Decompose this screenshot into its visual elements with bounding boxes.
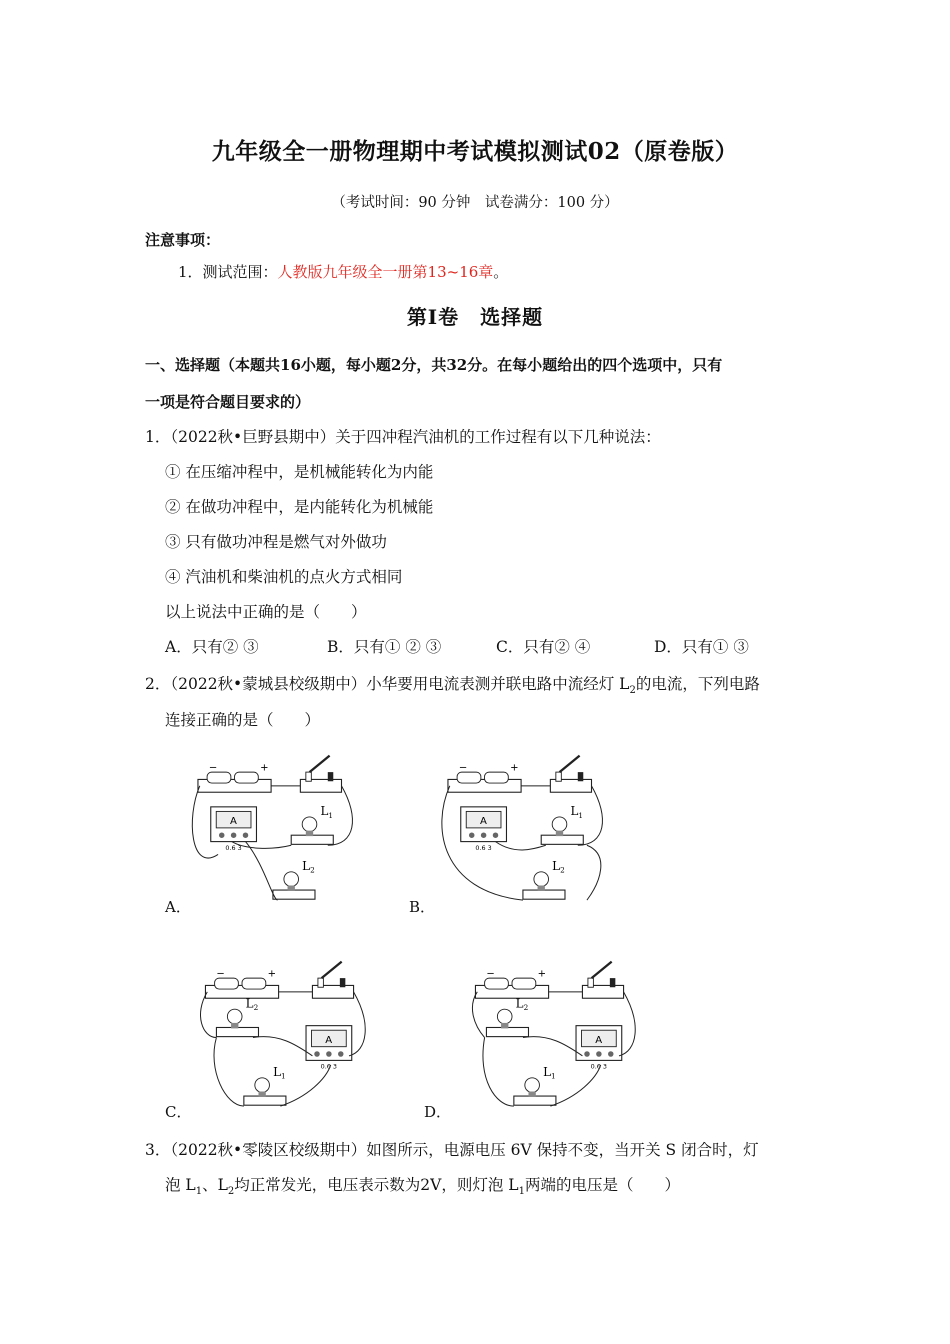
circuit-figure-c[interactable] bbox=[190, 958, 380, 1118]
svg-text:L1: $L_1$ bbox=[273, 1064, 286, 1081]
bulb bbox=[273, 859, 315, 899]
svg-text:−: − bbox=[458, 762, 468, 774]
switch bbox=[300, 756, 341, 793]
q1-statement-1: ① 在压缩冲程中，是机械能转化为内能 bbox=[165, 463, 434, 481]
page-title: 九年级全一册物理期中考试模拟测试02（原卷版） bbox=[211, 138, 739, 165]
svg-text:+: + bbox=[260, 762, 269, 774]
svg-text:−: − bbox=[486, 968, 495, 980]
svg-text:A: A bbox=[479, 816, 487, 828]
q2-stem-line2: 连接正确的是（ ） bbox=[165, 711, 321, 729]
q1-question: 以上说法中正确的是（ ） bbox=[165, 603, 367, 621]
svg-text:L2: $L_2$ bbox=[302, 858, 315, 875]
svg-text:0.6 3: 0.6 3 bbox=[225, 843, 242, 852]
q1-option-b[interactable]: B．只有① ② ③ bbox=[327, 638, 442, 656]
svg-text:0.6 3: 0.6 3 bbox=[590, 1062, 607, 1071]
notice-heading: 注意事项： bbox=[145, 231, 221, 249]
ammeter bbox=[211, 807, 257, 852]
q1-option-c[interactable]: C．只有② ④ bbox=[496, 638, 591, 656]
ammeter bbox=[461, 807, 507, 852]
circuit-diagram bbox=[190, 958, 380, 1118]
q2-label-b: B． bbox=[409, 898, 436, 916]
q1-statement-4: ④ 汽油机和柴油机的点火方式相同 bbox=[165, 568, 403, 586]
section-instructions-line1: 一、选择题（本题共16小题，每小题2分，共32分。在每小题给出的四个选项中，只有 bbox=[145, 356, 723, 374]
svg-text:L1: $L_1$ bbox=[543, 1064, 556, 1081]
ammeter bbox=[306, 1026, 352, 1071]
bulb bbox=[244, 1065, 286, 1105]
bulb bbox=[514, 1065, 556, 1105]
q1-stem: 1．（2022秋•巨野县期中）关于四冲程汽油机的工作过程有以下几种说法： bbox=[145, 428, 661, 446]
svg-text:0.6 3: 0.6 3 bbox=[320, 1062, 337, 1071]
svg-text:L1: $L_1$ bbox=[320, 804, 334, 820]
svg-text:L2: $L_2$ bbox=[552, 858, 565, 875]
notice-item-prefix: 1．测试范围： bbox=[178, 263, 278, 281]
battery bbox=[475, 968, 548, 998]
bulb bbox=[486, 996, 528, 1036]
svg-text:0.6 3: 0.6 3 bbox=[475, 843, 492, 852]
switch bbox=[312, 962, 353, 999]
q3-text-d: 两端的电压是（ ） bbox=[524, 1176, 680, 1194]
q2-label-c: C． bbox=[165, 1103, 192, 1121]
circuit-diagram bbox=[185, 752, 370, 912]
q3-sub-3: 1 bbox=[518, 1186, 525, 1198]
svg-text:−: − bbox=[208, 762, 218, 774]
q1-option-a[interactable]: A．只有② ③ bbox=[165, 638, 259, 656]
section-instructions-line2: 一项是符合题目要求的） bbox=[145, 393, 311, 411]
q2-stem-tail: 的电流，下列电路 bbox=[635, 675, 760, 693]
q3-sub-1: 1 bbox=[195, 1186, 203, 1198]
notice-item-suffix: 。 bbox=[493, 263, 509, 281]
svg-text:L1: $L_1$ bbox=[570, 804, 584, 820]
bulb bbox=[216, 996, 258, 1036]
q2-label-a: A． bbox=[165, 898, 191, 916]
ammeter bbox=[576, 1026, 622, 1071]
circuit-figure-a[interactable] bbox=[185, 752, 370, 912]
battery bbox=[198, 762, 271, 792]
switch bbox=[550, 756, 591, 793]
svg-text:L2: $L_2$ bbox=[515, 996, 529, 1013]
svg-text:+: + bbox=[537, 968, 547, 980]
q1-statement-3: ③ 只有做功冲程是燃气对外做功 bbox=[165, 533, 387, 551]
svg-text:L2: $L_2$ bbox=[245, 996, 259, 1013]
svg-text:−: − bbox=[216, 968, 225, 980]
q3-text-c: 均正常发光，电压表示数为2V，则灯泡 L bbox=[234, 1176, 519, 1194]
notice-item bbox=[178, 261, 508, 282]
circuit-diagram bbox=[435, 752, 620, 912]
q2-stem bbox=[145, 672, 760, 696]
q3-text-a: 泡 L bbox=[165, 1176, 196, 1194]
q2-stem-text: 2．（2022秋•蒙城县校级期中）小华要用电流表测并联电路中流经灯 L bbox=[145, 675, 630, 693]
bulb bbox=[291, 804, 333, 844]
svg-text:A: A bbox=[595, 1035, 603, 1047]
q3-sub-2: 2 bbox=[227, 1186, 235, 1198]
battery bbox=[205, 968, 278, 998]
q1-statement-2: ② 在做功冲程中，是内能转化为机械能 bbox=[165, 498, 434, 516]
circuit-figure-b[interactable] bbox=[435, 752, 620, 912]
svg-text:A: A bbox=[325, 1035, 333, 1047]
bulb bbox=[541, 804, 583, 844]
bulb bbox=[523, 859, 565, 899]
q2-label-d: D． bbox=[424, 1103, 452, 1121]
notice-scope-highlight: 人教版九年级全一册第13~16章 bbox=[277, 263, 494, 281]
q3-stem-line1: 3．（2022秋•零陵区校级期中）如图所示，电源电压 6V 保持不变，当开关 S 闭合时，灯 bbox=[145, 1141, 759, 1159]
q1-option-d[interactable]: D．只有① ③ bbox=[654, 638, 749, 656]
q3-stem-line2 bbox=[165, 1173, 680, 1197]
svg-text:+: + bbox=[267, 968, 277, 980]
circuit-figure-d[interactable] bbox=[460, 958, 650, 1118]
circuit-diagram bbox=[460, 958, 650, 1118]
battery bbox=[448, 762, 521, 792]
part-title: 第Ⅰ卷 选择题 bbox=[406, 305, 544, 329]
q2-stem-sub: 2 bbox=[629, 685, 636, 697]
svg-text:A: A bbox=[229, 816, 237, 828]
exam-info: （考试时间：90 分钟 试卷满分：100 分） bbox=[331, 195, 619, 211]
switch bbox=[582, 962, 623, 999]
svg-text:+: + bbox=[510, 762, 519, 774]
q3-text-b: 、L bbox=[202, 1176, 228, 1194]
